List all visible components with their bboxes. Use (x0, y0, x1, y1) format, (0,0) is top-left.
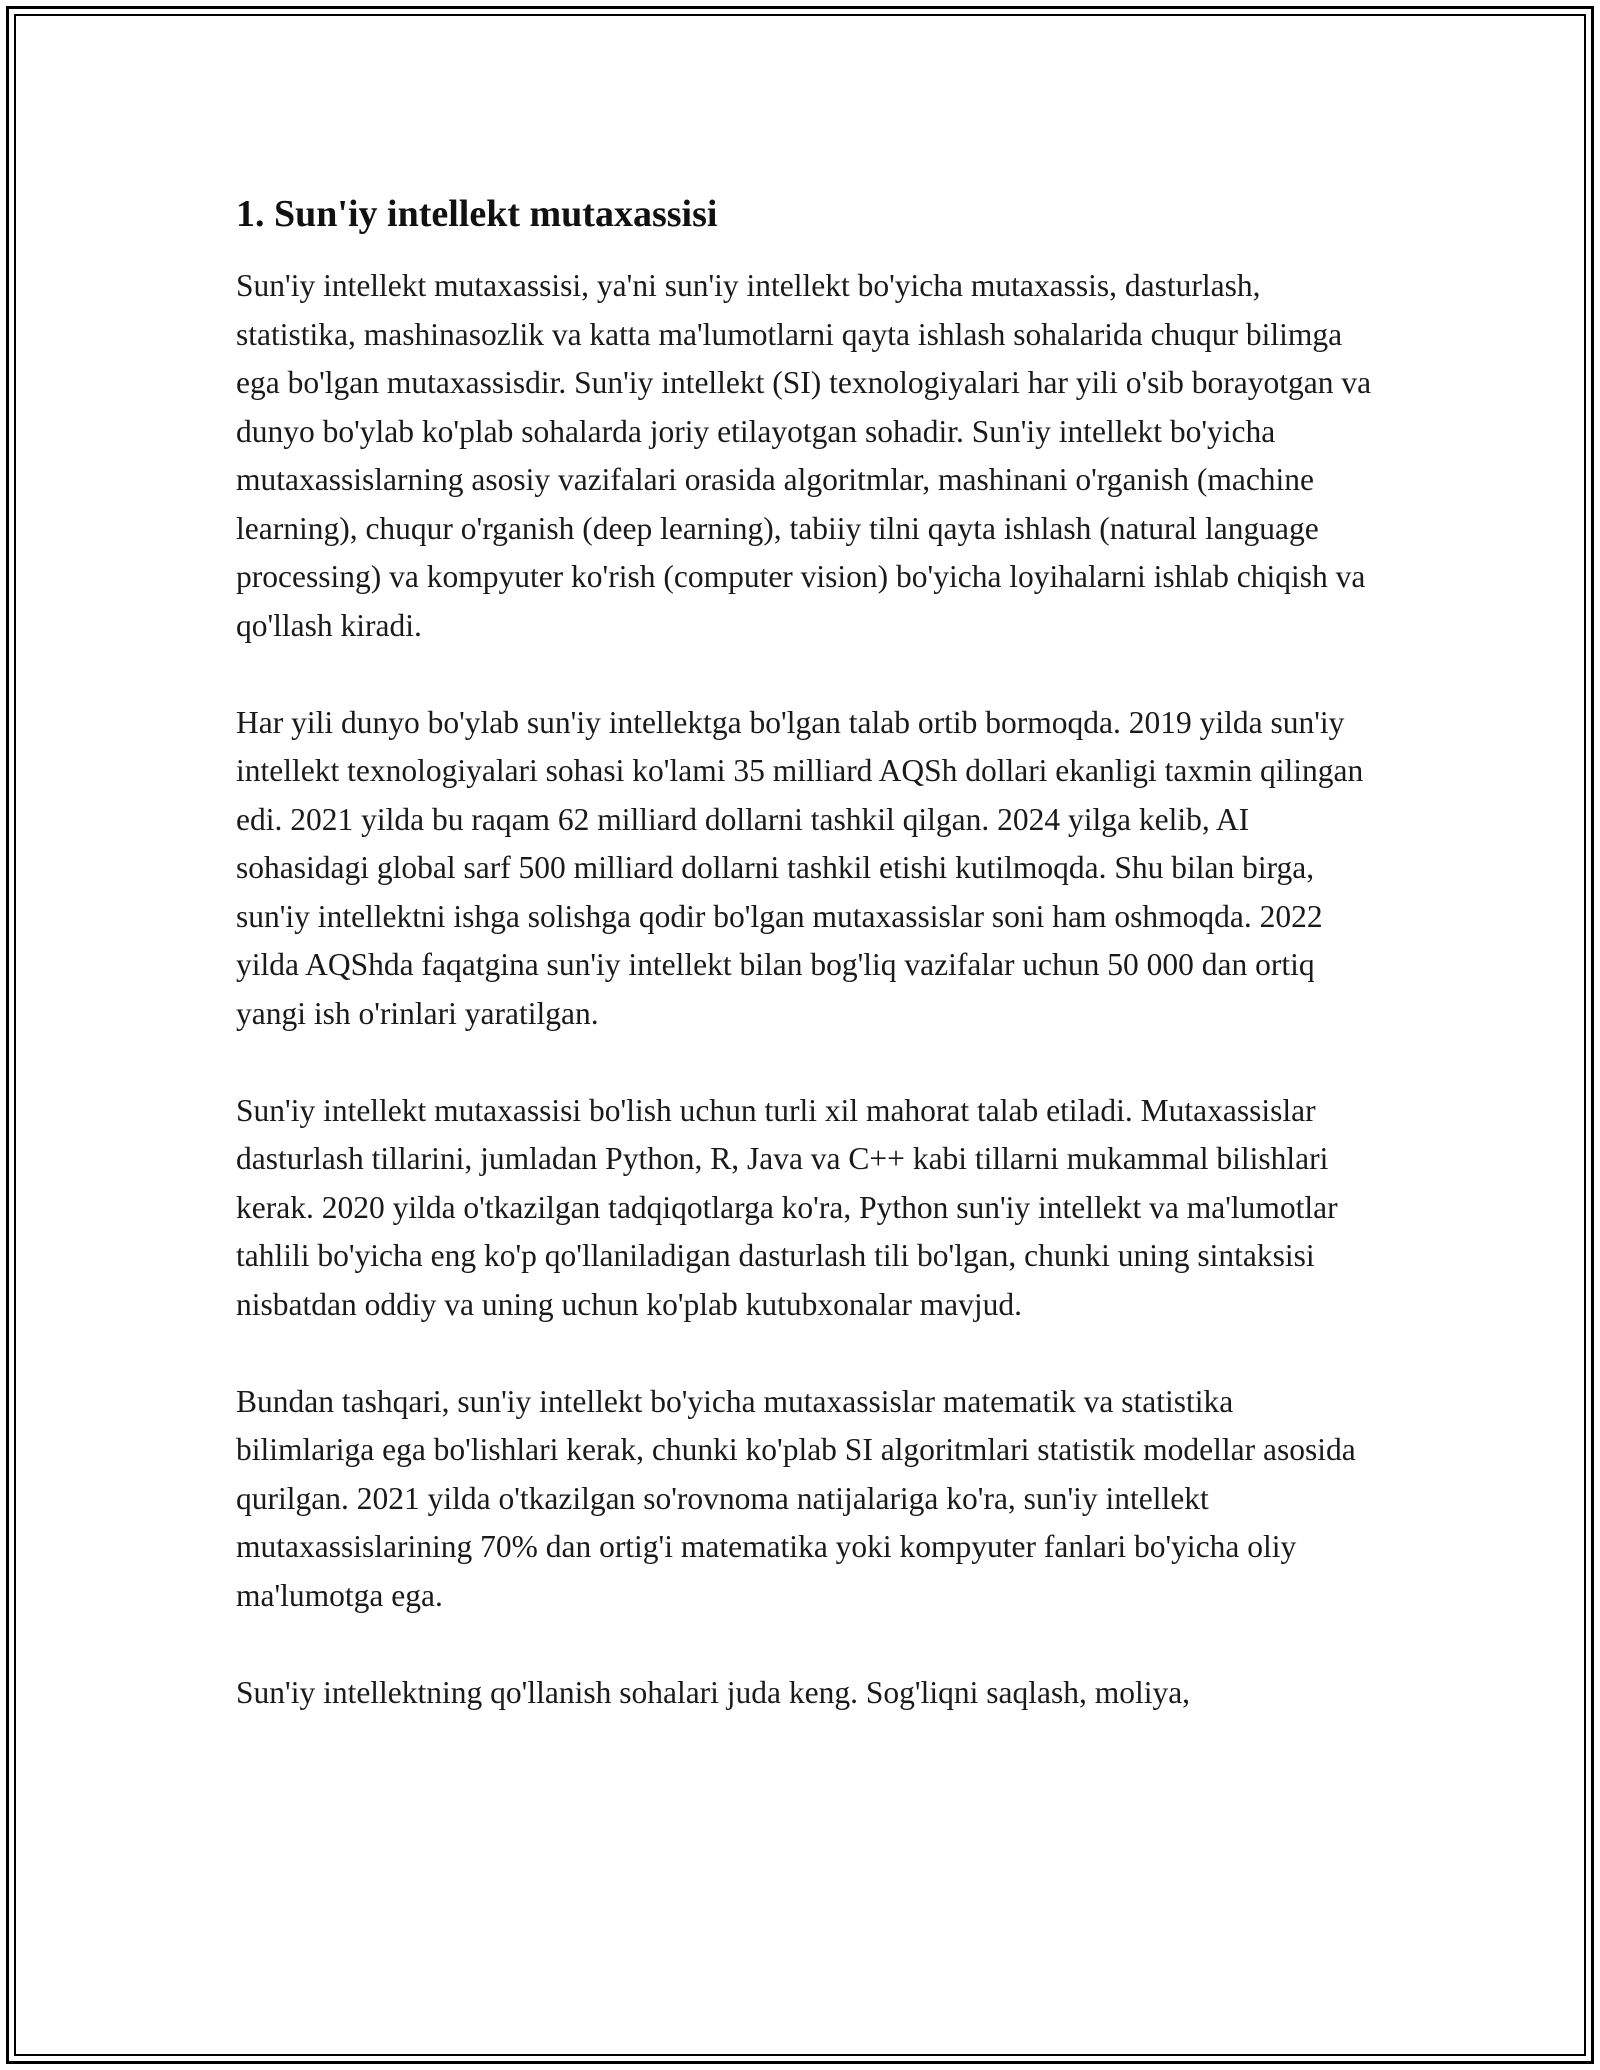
section-heading: 1. Sun'iy intellekt mutaxassisi (236, 193, 718, 235)
paragraph-3: Sun'iy intellekt mutaxassisi bo'lish uchun turli xil mahorat talab etiladi. Mutaxassislar dasturlash tillarini, jumladan Python, R, Java va C++ kabi tillarni mukammal bilishlari kerak. 2020 yilda o'tkazilgan tadqiqotlarga ko'ra, Python sun'iy intellekt va ma'lumotlar tahlili bo'yicha eng ko'p qo'llaniladigan dasturlash tili bo'lgan, chunki uning sintaksisi nisbatdan oddiy va uning uchun ko'plab kutubxonalar mavjud. (236, 1092, 1338, 1322)
paragraph-5: Sun'iy intellektning qo'llanish sohalari juda keng. Sog'liqni saqlash, moliya, (236, 1674, 1191, 1710)
paragraph-1: Sun'iy intellekt mutaxassisi, ya'ni sun'iy intellekt bo'yicha mutaxassis, dasturlash, statistika, mashinasozlik va katta ma'lumotlarni qayta ishlash sohalarida chuqur bilimga ega bo'lgan mutaxassisdir. Sun'iy intellekt (SI) texnologiyalari har yili o'sib borayotgan va dunyo bo'ylab ko'plab sohalarda joriy etilayotgan sohadir. Sun'iy intellekt bo'yicha mutaxassislarning asosiy vazifalari orasida algoritmlar, mashinani o'rganish (machine learning), chuqur o'rganish (deep learning), tabiiy tilni qayta ishlash (natural language processing) va kompyuter ko'rish (computer vision) bo'yicha loyihalarni ishlab chiqish va qo'llash kiradi. (236, 268, 1372, 643)
paragraph-2: Har yili dunyo bo'ylab sun'iy intellektga bo'lgan talab ortib bormoqda. 2019 yilda sun'iy intellekt texnologiyalari sohasi ko'lami 35 milliard AQSh dollari ekanligi taxmin qilingan edi. 2021 yilda bu raqam 62 milliard dollarni tashkil qilgan. 2024 yilga kelib, AI sohasidagi global sarf 500 milliard dollarni tashkil etishi kutilmoqda. Shu bilan birga, sun'iy intellektni ishga solishga qodir bo'lgan mutaxassislar soni ham oshmoqda. 2022 yilda AQShda faqatgina sun'iy intellekt bilan bog'liq vazifalar uchun 50 000 dan ortiq yangi ish o'rinlari yaratilgan. (236, 704, 1364, 1031)
paragraph-4: Bundan tashqari, sun'iy intellekt bo'yicha mutaxassislar matematik va statistika bilimlariga ega bo'lishlari kerak, chunki ko'plab SI algoritmlari statistik modellar asosida qurilgan. 2021 yilda o'tkazilgan so'rovnoma natijalariga ko'ra, sun'iy intellekt mutaxassislarining 70% dan ortig'i matematika yoki kompyuter fanlari bo'yicha oliy ma'lumotga ega. (236, 1383, 1356, 1613)
document-body (236, 186, 1376, 1717)
